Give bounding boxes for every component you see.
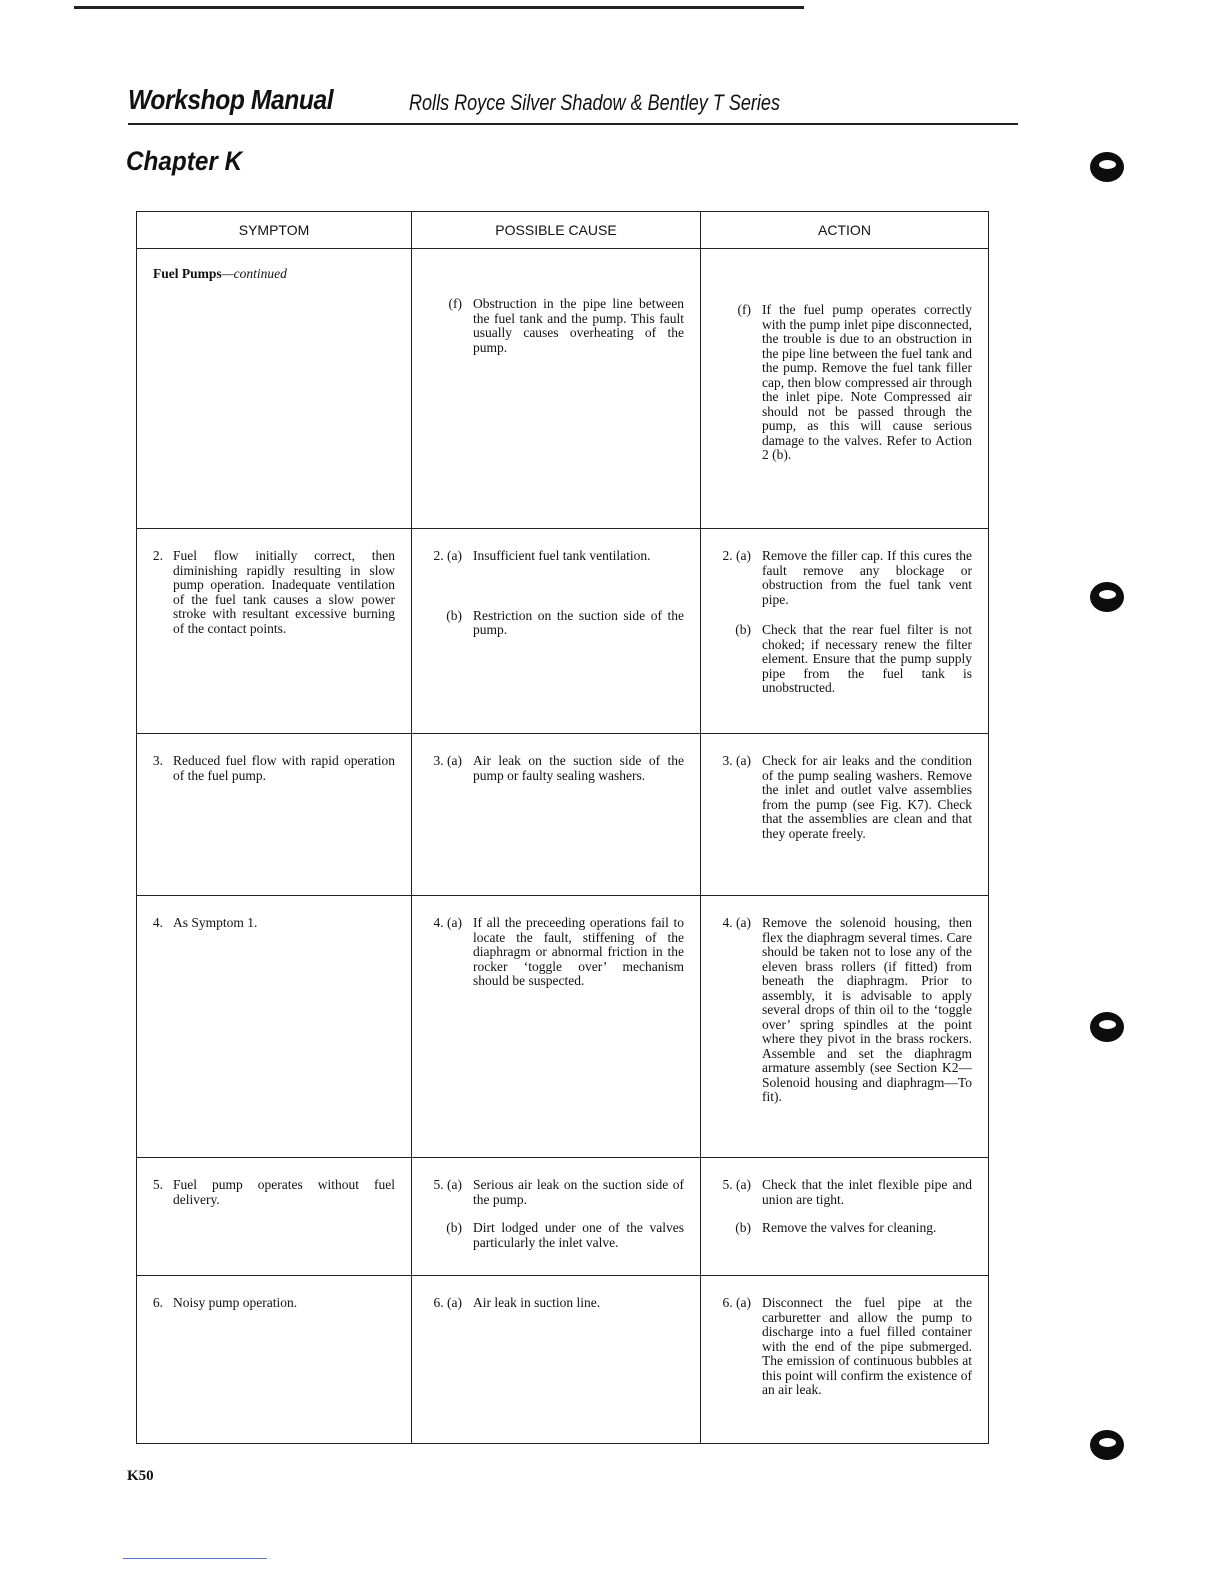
cause-number: 2. (a) [433, 548, 462, 563]
action-entry [701, 623, 988, 696]
table-row [137, 896, 989, 1158]
action-text: If the fuel pump operates correctly with the pump inlet pipe disconnected, the trouble is due to an obstruction in the pipe line between the fuel tank and the pump. Remove the fuel tank filler cap, then blow compressed air through the inlet pipe. Note Compressed air should not be passed through the pump, as this will cause serious damage to the valves. Refer to Action 2 (b). [762, 302, 972, 462]
cause-cell [412, 1276, 701, 1444]
action-entry [701, 754, 988, 841]
cause-entry [412, 1296, 700, 1311]
cause-entry [412, 1178, 700, 1207]
symptom-cell [137, 734, 412, 896]
table-row [137, 1158, 989, 1276]
symptom-entry [137, 1296, 411, 1311]
binder-hole-icon [1090, 1012, 1124, 1042]
manual-title: Workshop Manual [128, 84, 334, 115]
symptom-number: 6. [152, 1295, 163, 1310]
action-text: Check for air leaks and the condition of the pump sealing washers. Remove the inlet and outlet valve assemblies from the pump (see Fig. K7). Check that the assemblies are clean and that they operate freely. [762, 753, 972, 841]
action-entry [701, 1221, 988, 1236]
table-row [137, 529, 989, 734]
cause-cell [412, 896, 701, 1158]
section-heading [137, 249, 411, 282]
cause-entry [412, 297, 700, 355]
action-number: 3. (a) [722, 753, 751, 768]
cause-cell [412, 1158, 701, 1276]
action-number: (f) [737, 302, 751, 317]
symptom-text: Reduced fuel flow with rapid operation of the fuel pump. [173, 753, 395, 783]
cause-entry [412, 754, 700, 783]
symptom-entry [137, 549, 411, 636]
action-text: Check that the rear fuel filter is not choked; if necessary renew the filter element. Ensure that the pump supply pipe from the fuel tank is unobstructed. [762, 622, 972, 695]
action-number: 5. (a) [722, 1177, 751, 1192]
action-cell [701, 529, 989, 734]
page-header [128, 84, 1018, 124]
symptom-cell [137, 249, 412, 529]
table-header-row [137, 212, 989, 249]
symptom-text: As Symptom 1. [173, 915, 258, 930]
action-entry [701, 1178, 988, 1207]
symptom-text: Fuel pump operates without fuel delivery. [173, 1177, 395, 1207]
cause-cell [412, 529, 701, 734]
cause-entry [412, 916, 700, 989]
action-number: 2. (a) [722, 548, 751, 563]
action-cell [701, 896, 989, 1158]
action-number: (b) [735, 1220, 751, 1235]
binder-hole-icon [1090, 1430, 1124, 1460]
cause-number: 4. (a) [433, 915, 462, 930]
page-number: K50 [127, 1468, 154, 1484]
cause-number: (b) [446, 607, 462, 623]
column-header-symptom: SYMPTOM [137, 212, 412, 249]
symptom-cell [137, 1276, 412, 1444]
cause-cell [412, 249, 701, 529]
cause-number: 6. (a) [433, 1295, 462, 1310]
cause-text: Restriction on the suction side of the pump. [473, 607, 684, 637]
action-entry [701, 916, 988, 1105]
action-entry [701, 549, 988, 607]
action-number: (b) [735, 622, 751, 637]
symptom-cell [137, 529, 412, 734]
fault-table-container [136, 211, 988, 1443]
action-entry [701, 1296, 988, 1398]
cause-number: (b) [446, 1220, 462, 1235]
symptom-cell [137, 1158, 412, 1276]
action-text: Remove the valves for cleaning. [762, 1220, 937, 1235]
top-rule [74, 6, 804, 9]
cause-entry [412, 1221, 700, 1250]
cause-text: Obstruction in the pipe line between the fuel tank and the pump. This fault usually causes overheating of the pump. [473, 296, 684, 355]
footer-rule [123, 1558, 267, 1559]
symptom-cell [137, 896, 412, 1158]
cause-entry [412, 549, 700, 564]
symptom-number: 5. [152, 1177, 163, 1192]
table-row [137, 1276, 989, 1444]
cause-entry [412, 609, 700, 638]
symptom-number: 3. [152, 753, 163, 768]
cause-text: Air leak in suction line. [473, 1295, 601, 1310]
cause-text: Insufficient fuel tank ventilation. [473, 548, 651, 563]
cause-text: Dirt lodged under one of the valves particularly the inlet valve. [473, 1220, 684, 1250]
action-cell [701, 734, 989, 896]
binder-hole-icon [1090, 152, 1124, 182]
manual-subtitle: Rolls Royce Silver Shadow & Bentley T Series [409, 90, 780, 115]
action-number: 6. (a) [722, 1295, 751, 1310]
action-cell [701, 249, 989, 529]
chapter-title: Chapter K [126, 146, 243, 176]
table-row [137, 734, 989, 896]
action-text: Check that the inlet flexible pipe and union are tight. [762, 1177, 972, 1207]
action-text: Remove the solenoid housing, then flex the diaphragm several times. Care should be taken not to lose any of the eleven brass rollers (if fitted) from beneath the diaphragm. Prior to assembly, it is advisable to apply several drops of thin oil to the ‘toggle over’ spring spindles at the point where they pivot in the brass rockers. Assemble and set the diaphragm armature assembly (see Section K2—Solenoid housing and diaphragm—To fit). [762, 915, 972, 1104]
table-row [137, 249, 989, 529]
cause-number: (f) [448, 296, 462, 311]
cause-number: 3. (a) [433, 753, 462, 768]
binder-hole-icon [1090, 582, 1124, 612]
cause-cell [412, 734, 701, 896]
action-cell [701, 1276, 989, 1444]
action-entry [701, 303, 988, 463]
cause-text: If all the preceeding operations fail to locate the fault, stiffening of the diaphragm or abnormal friction in the rocker ‘toggle over’ mechanism should be suspected. [473, 915, 684, 988]
fault-diagnosis-table [136, 211, 989, 1444]
symptom-number: 4. [152, 915, 163, 930]
action-number: 4. (a) [722, 915, 751, 930]
header-rule [128, 123, 1018, 125]
symptom-text: Noisy pump operation. [173, 1295, 298, 1310]
symptom-entry [137, 1178, 411, 1207]
section-name: Fuel Pumps [153, 266, 222, 281]
action-text: Disconnect the fuel pipe at the carburetter and allow the pump to discharge into a fuel filled container with the end of the pipe submerged. The emission of continuous bubbles at this point will confirm the existence of an air leak. [762, 1295, 972, 1397]
cause-text: Air leak on the suction side of the pump or faulty sealing washers. [473, 753, 684, 783]
cause-number: 5. (a) [433, 1177, 462, 1192]
cause-text: Serious air leak on the suction side of the pump. [473, 1177, 684, 1207]
symptom-entry [137, 754, 411, 783]
column-header-cause: POSSIBLE CAUSE [412, 212, 701, 249]
symptom-entry [137, 916, 411, 931]
symptom-text: Fuel flow initially correct, then diminishing rapidly resulting in slow pump operation. Inadequate ventilation of the fuel tank causes a slow power stroke with resultant excessive burning of the contact points. [173, 548, 395, 636]
section-continued: —continued [221, 266, 287, 281]
action-text: Remove the filler cap. If this cures the fault remove any blockage or obstruction from the fuel tank vent pipe. [762, 548, 972, 607]
symptom-number: 2. [152, 548, 163, 563]
column-header-action: ACTION [701, 212, 989, 249]
action-cell [701, 1158, 989, 1276]
